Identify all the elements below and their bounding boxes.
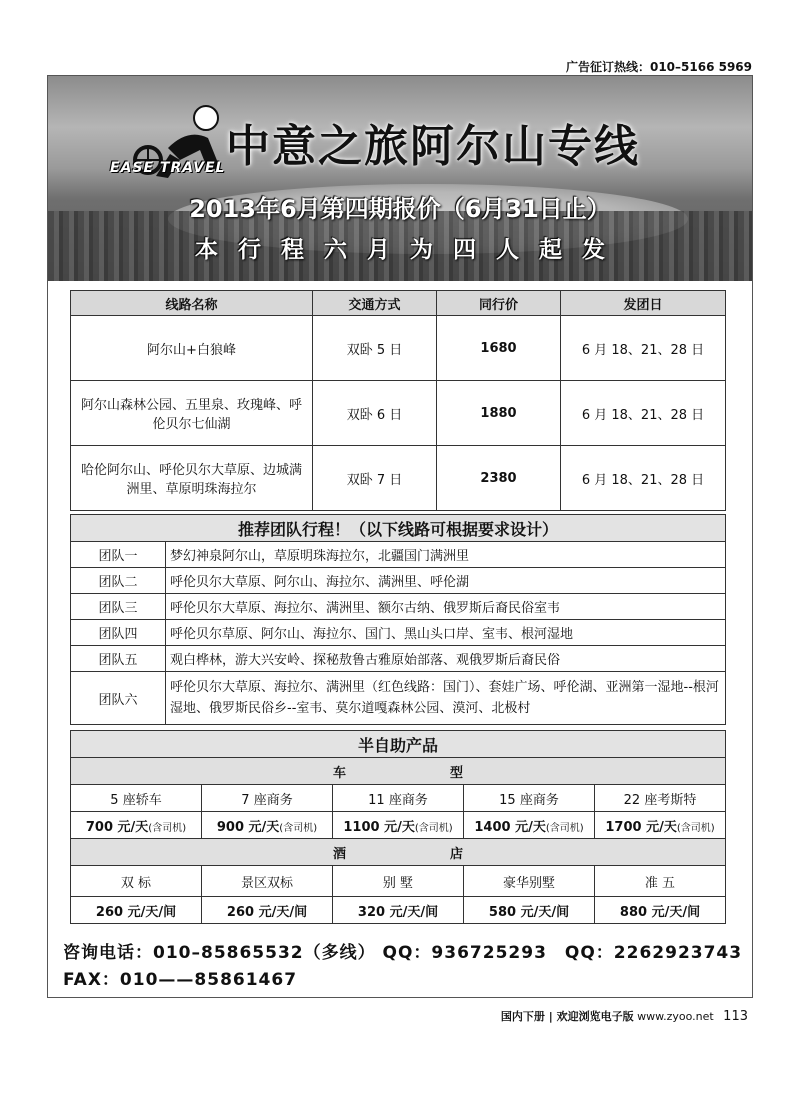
page-title: 中意之旅阿尔山专线 [226, 121, 640, 172]
route-name: 阿尔山森林公园、五里泉、玫瑰峰、呼伦贝尔七仙湖 [71, 381, 313, 446]
ad-hotline: 广告征订热线：010–5166 5969 [565, 60, 752, 74]
table-row [71, 897, 726, 924]
contact-phone-qq: 咨询电话：010–85865532（多线） QQ：936725293 QQ：2262923743 [63, 943, 743, 963]
car-price-note: (含司机) [148, 822, 187, 834]
car-type-header: 车 型 [71, 758, 726, 785]
team-desc: 呼伦贝尔大草原、海拉尔、满洲里（红色线路：国门）、套娃广场、呼伦湖、亚洲第一湿地--根河湿地、俄罗斯民俗乡--室韦、莫尔道嘎森林公园、漠河、北极村 [166, 672, 726, 725]
team-desc: 呼伦贝尔大草原、海拉尔、满洲里、额尔古纳、俄罗斯后裔民俗室韦 [166, 594, 726, 620]
route-price: 1880 [437, 381, 561, 446]
hotel-price: 320 元/天/间 [333, 897, 464, 924]
car-price-note: (含司机) [414, 822, 453, 834]
table-row [71, 672, 726, 725]
hotel-header: 酒 店 [71, 839, 726, 866]
header-dates: 发团日 [561, 291, 726, 316]
team-name: 团队五 [71, 646, 166, 672]
table-row [71, 812, 726, 839]
car-type: 15 座商务 [464, 785, 595, 812]
table-row [71, 620, 726, 646]
table-row [71, 381, 726, 446]
teams-section-title: 推荐团队行程！（以下线路可根据要求设计） [71, 515, 726, 542]
car-price: 900 元/天 [216, 819, 280, 835]
team-desc: 梦幻神泉阿尔山，草原明珠海拉尔，北疆国门满洲里 [166, 542, 726, 568]
team-desc: 呼伦贝尔大草原、阿尔山、海拉尔、满洲里、呼伦湖 [166, 568, 726, 594]
team-desc: 观白桦林，游大兴安岭、探秘敖鲁古雅原始部落、观俄罗斯后裔民俗 [166, 646, 726, 672]
route-transport: 双卧 7 日 [313, 446, 437, 511]
footer-text: 国内下册 | 欢迎浏览电子版 [500, 1010, 634, 1023]
hotel-type: 别 墅 [333, 866, 464, 897]
table-row [71, 594, 726, 620]
travel-logo-icon [108, 98, 238, 190]
car-price-cell [333, 812, 464, 839]
table-row [71, 866, 726, 897]
semi-section-title: 半自助产品 [71, 731, 726, 758]
car-price-note: (含司机) [676, 822, 715, 834]
team-itineraries-table [70, 514, 726, 725]
car-type: 5 座轿车 [71, 785, 202, 812]
departure-note: 本行程六月为四人起发 [195, 237, 625, 263]
contact-fax: FAX：010——85861467 [63, 970, 298, 990]
header-route-name: 线路名称 [71, 291, 313, 316]
car-type: 22 座考斯特 [595, 785, 726, 812]
page-number: 113 [723, 1009, 748, 1024]
route-dates: 6 月 18、21、28 日 [561, 446, 726, 511]
route-dates: 6 月 18、21、28 日 [561, 316, 726, 381]
team-name: 团队四 [71, 620, 166, 646]
team-name: 团队六 [71, 672, 166, 725]
car-type: 11 座商务 [333, 785, 464, 812]
team-name: 团队三 [71, 594, 166, 620]
team-desc: 呼伦贝尔草原、阿尔山、海拉尔、国门、黑山头口岸、室韦、根河湿地 [166, 620, 726, 646]
table-row [71, 646, 726, 672]
hotel-price: 880 元/天/间 [595, 897, 726, 924]
routes-table [70, 290, 726, 511]
team-name: 团队一 [71, 542, 166, 568]
header-banner [48, 76, 752, 281]
car-price-note: (含司机) [279, 822, 318, 834]
car-price: 700 元/天 [85, 819, 149, 835]
header-transport: 交通方式 [313, 291, 437, 316]
car-price-cell [464, 812, 595, 839]
route-price: 1680 [437, 316, 561, 381]
hotel-price: 260 元/天/间 [202, 897, 333, 924]
hotel-type: 景区双标 [202, 866, 333, 897]
car-price-cell [595, 812, 726, 839]
header-price: 同行价 [437, 291, 561, 316]
route-transport: 双卧 6 日 [313, 381, 437, 446]
car-price-cell [71, 812, 202, 839]
car-price-note: (含司机) [545, 822, 584, 834]
table-row [71, 542, 726, 568]
table-row [71, 316, 726, 381]
car-price-cell [202, 812, 333, 839]
car-price: 1400 元/天 [474, 819, 546, 835]
hotel-type: 准 五 [595, 866, 726, 897]
hotel-type: 豪华别墅 [464, 866, 595, 897]
hotel-price: 260 元/天/间 [71, 897, 202, 924]
routes-header-row [71, 291, 726, 316]
table-row [71, 568, 726, 594]
table-row [71, 785, 726, 812]
route-dates: 6 月 18、21、28 日 [561, 381, 726, 446]
price-period-subtitle: 2013年6月第四期报价（6月31日止） [189, 195, 611, 223]
semi-self-service-table [70, 730, 726, 924]
logo-text: EASE TRAVEL [110, 160, 226, 176]
car-price: 1100 元/天 [343, 819, 415, 835]
page-footer [501, 1008, 748, 1024]
route-price: 2380 [437, 446, 561, 511]
table-row [71, 446, 726, 511]
hotel-price: 580 元/天/间 [464, 897, 595, 924]
route-name: 阿尔山+白狼峰 [71, 316, 313, 381]
hotel-type: 双 标 [71, 866, 202, 897]
car-price: 1700 元/天 [605, 819, 677, 835]
footer-url: www.zyoo.net [637, 1010, 714, 1023]
team-name: 团队二 [71, 568, 166, 594]
route-transport: 双卧 5 日 [313, 316, 437, 381]
route-name: 哈伦阿尔山、呼伦贝尔大草原、边城满洲里、草原明珠海拉尔 [71, 446, 313, 511]
car-type: 7 座商务 [202, 785, 333, 812]
